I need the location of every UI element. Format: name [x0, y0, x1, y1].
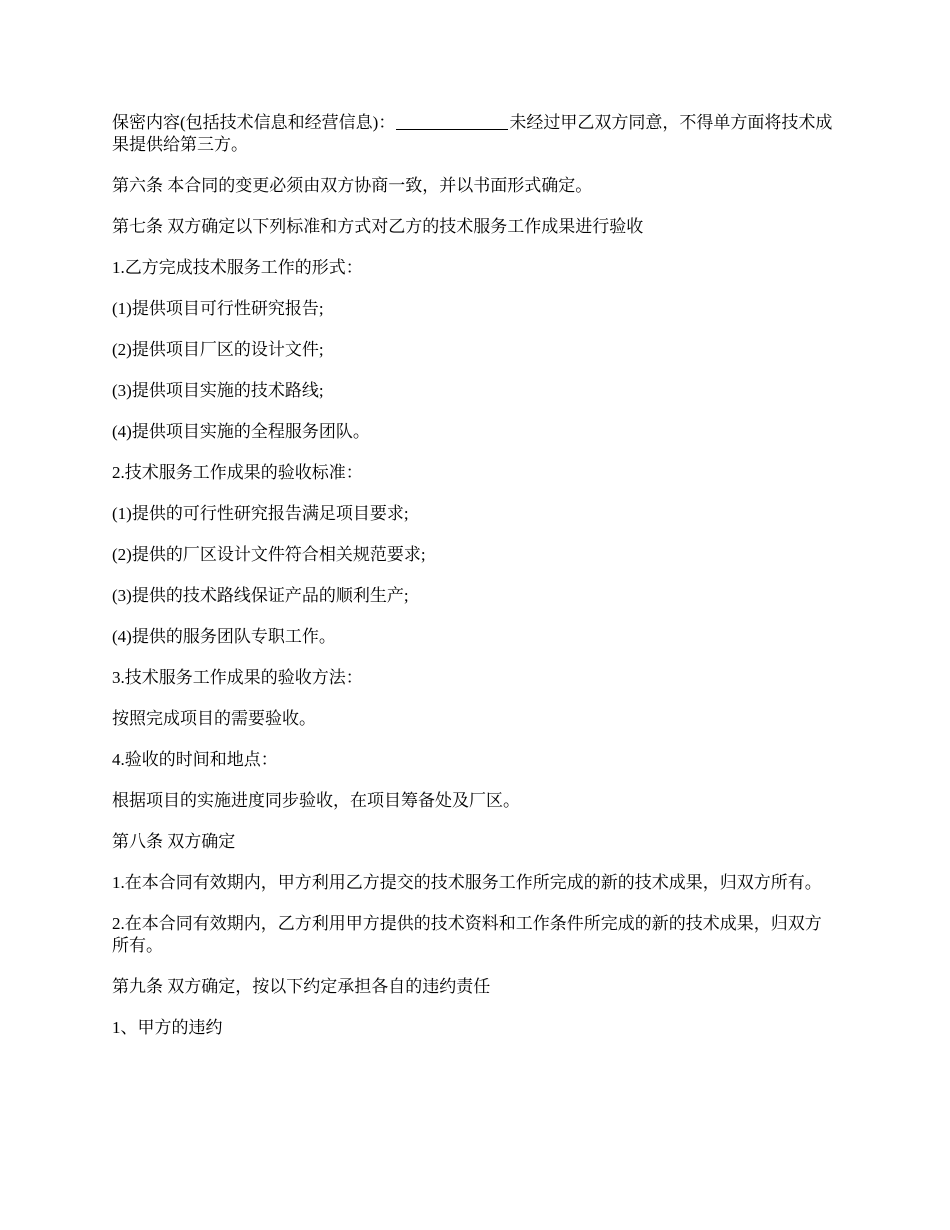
article-7-heading: 第七条 双方确定以下列标准和方式对乙方的技术服务工作成果进行验收 [112, 217, 644, 236]
acceptance-method-heading: 3.技术服务工作成果的验收方法： [112, 668, 363, 687]
service-form-item-1: (1)提供项目可行性研究报告; [112, 299, 324, 318]
confidentiality-paragraph [112, 112, 838, 156]
acceptance-time-text: 根据项目的实施进度同步验收，在项目筹备处及厂区。 [112, 791, 520, 810]
service-form-item-2: (2)提供项目厂区的设计文件; [112, 340, 324, 359]
article-8-heading: 第八条 双方确定 [112, 832, 236, 851]
article-9-item-1: 1、甲方的违约 [112, 1018, 223, 1037]
acceptance-standard-item-3: (3)提供的技术路线保证产品的顺利生产; [112, 586, 409, 605]
article-9-heading: 第九条 双方确定，按以下约定承担各自的违约责任 [112, 977, 491, 996]
service-form-item-3: (3)提供项目实施的技术路线; [112, 381, 324, 400]
blank-fill-line [396, 113, 508, 130]
acceptance-time-heading: 4.验收的时间和地点： [112, 750, 278, 769]
article-8-item-2: 2.在本合同有效期内，乙方利用甲方提供的技术资料和工作条件所完成的新的技术成果，归双方所有。 [112, 914, 822, 955]
confidentiality-label: 保密内容(包括技术信息和经营信息)： [112, 113, 396, 132]
confidentiality-text: 未经过甲乙双方同意，不得单方面将技术成果提供给第三方。 [112, 113, 833, 154]
acceptance-standard-item-1: (1)提供的可行性研究报告满足项目要求; [112, 504, 409, 523]
service-form-heading: 1.乙方完成技术服务工作的形式： [112, 258, 363, 277]
acceptance-standard-item-2: (2)提供的厂区设计文件符合相关规范要求; [112, 545, 426, 564]
acceptance-method-text: 按照完成项目的需要验收。 [112, 709, 316, 728]
article-8-item-1: 1.在本合同有效期内，甲方利用乙方提交的技术服务工作所完成的新的技术成果，归双方所有。 [112, 873, 822, 892]
service-form-item-4: (4)提供项目实施的全程服务团队。 [112, 422, 370, 441]
article-6: 第六条 本合同的变更必须由双方协商一致，并以书面形式确定。 [112, 176, 593, 195]
acceptance-standard-item-4: (4)提供的服务团队专职工作。 [112, 627, 336, 646]
acceptance-standard-heading: 2.技术服务工作成果的验收标准： [112, 463, 363, 482]
